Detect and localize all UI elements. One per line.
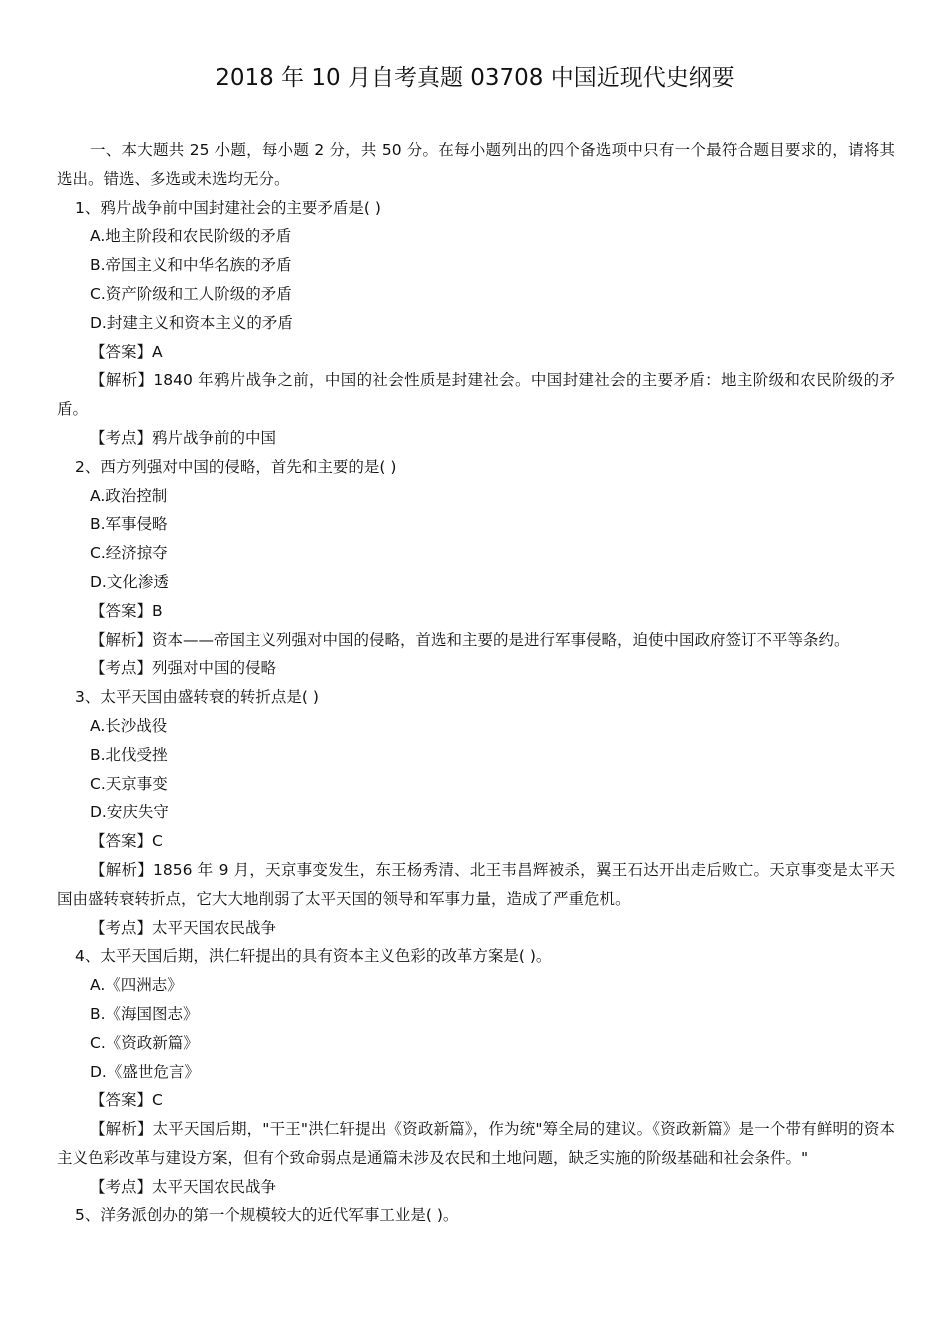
option-b: B.《海国图志》 xyxy=(90,1004,199,1023)
question-block-5 xyxy=(57,1201,895,1230)
option-d: D.封建主义和资本主义的矛盾 xyxy=(90,313,293,332)
question-block-1 xyxy=(57,194,895,453)
question-stem: 2、西方列强对中国的侵略，首先和主要的是( ) xyxy=(75,457,397,476)
exam-point-line: 【考点】太平天国农民战争 xyxy=(90,918,277,937)
exam-content xyxy=(57,136,895,1230)
option-a: A.地主阶段和农民阶级的矛盾 xyxy=(90,227,292,246)
option-d: D.安庆失守 xyxy=(90,803,169,822)
option-b: B.帝国主义和中华名族的矛盾 xyxy=(90,256,292,275)
option-d: D.文化渗透 xyxy=(90,572,169,591)
question-stem: 5、洋务派创办的第一个规模较大的近代军事工业是( )。 xyxy=(75,1206,459,1225)
question-block-4 xyxy=(57,942,895,1201)
question-block-2 xyxy=(57,453,895,683)
answer-line: 【答案】C xyxy=(90,1091,163,1110)
answer-line: 【答案】B xyxy=(90,601,163,620)
analysis-paragraph: 【解析】资本——帝国主义列强对中国的侵略，首选和主要的是进行军事侵略，迫使中国政府签订不平等条约。 xyxy=(90,630,850,649)
section-intro: 一、本大题共 25 小题，每小题 2 分，共 50 分。在每小题列出的四个备选项中只有一个最符合题目要求的，请将其选出。错选、多选或未选均无分。 xyxy=(57,141,895,188)
analysis-paragraph: 【解析】太平天国后期，"干王"洪仁轩提出《资政新篇》，作为统"筹全局的建议。《资政新篇》是一个带有鲜明的资本主义色彩改革与建设方案，但有个致命弱点是通篇未涉及农民和土地问题，缺乏实施的阶级基础和社会条件。" xyxy=(57,1120,895,1167)
analysis-paragraph: 【解析】1840 年鸦片战争之前，中国的社会性质是封建社会。中国封建社会的主要矛盾：地主阶级和农民阶级的矛盾。 xyxy=(57,371,895,419)
option-b: B.北伐受挫 xyxy=(90,745,168,764)
analysis-paragraph: 【解析】1856 年 9 月，天京事变发生，东王杨秀清、北王韦昌辉被杀，翼王石达开出走后败亡。天京事变是太平天国由盛转衰转折点，它大大地削弱了太平天国的领导和军事力量，造成了严重危机。 xyxy=(57,860,895,908)
answer-line: 【答案】A xyxy=(90,342,163,361)
answer-line: 【答案】C xyxy=(90,832,163,851)
question-stem: 4、太平天国后期，洪仁轩提出的具有资本主义色彩的改革方案是( )。 xyxy=(75,947,552,966)
question-block-3 xyxy=(57,683,895,942)
option-c: C.资产阶级和工人阶级的矛盾 xyxy=(90,284,292,303)
page-title: 2018 年 10 月自考真题 03708 中国近现代史纲要 xyxy=(215,65,735,91)
option-a: A.长沙战役 xyxy=(90,716,168,735)
option-a: A.政治控制 xyxy=(90,486,168,505)
option-a: A.《四洲志》 xyxy=(90,976,183,995)
exam-point-line: 【考点】太平天国农民战争 xyxy=(90,1177,277,1196)
question-stem: 1、鸦片战争前中国封建社会的主要矛盾是( ) xyxy=(75,198,381,217)
option-c: C.《资政新篇》 xyxy=(90,1033,199,1052)
option-d: D.《盛世危言》 xyxy=(90,1062,200,1081)
exam-point-line: 【考点】列强对中国的侵略 xyxy=(90,659,277,678)
option-b: B.军事侵略 xyxy=(90,515,168,534)
exam-point-line: 【考点】鸦片战争前的中国 xyxy=(90,428,277,447)
question-stem: 3、太平天国由盛转衰的转折点是( ) xyxy=(75,688,319,707)
option-c: C.天京事变 xyxy=(90,774,168,793)
option-c: C.经济掠夺 xyxy=(90,544,168,563)
